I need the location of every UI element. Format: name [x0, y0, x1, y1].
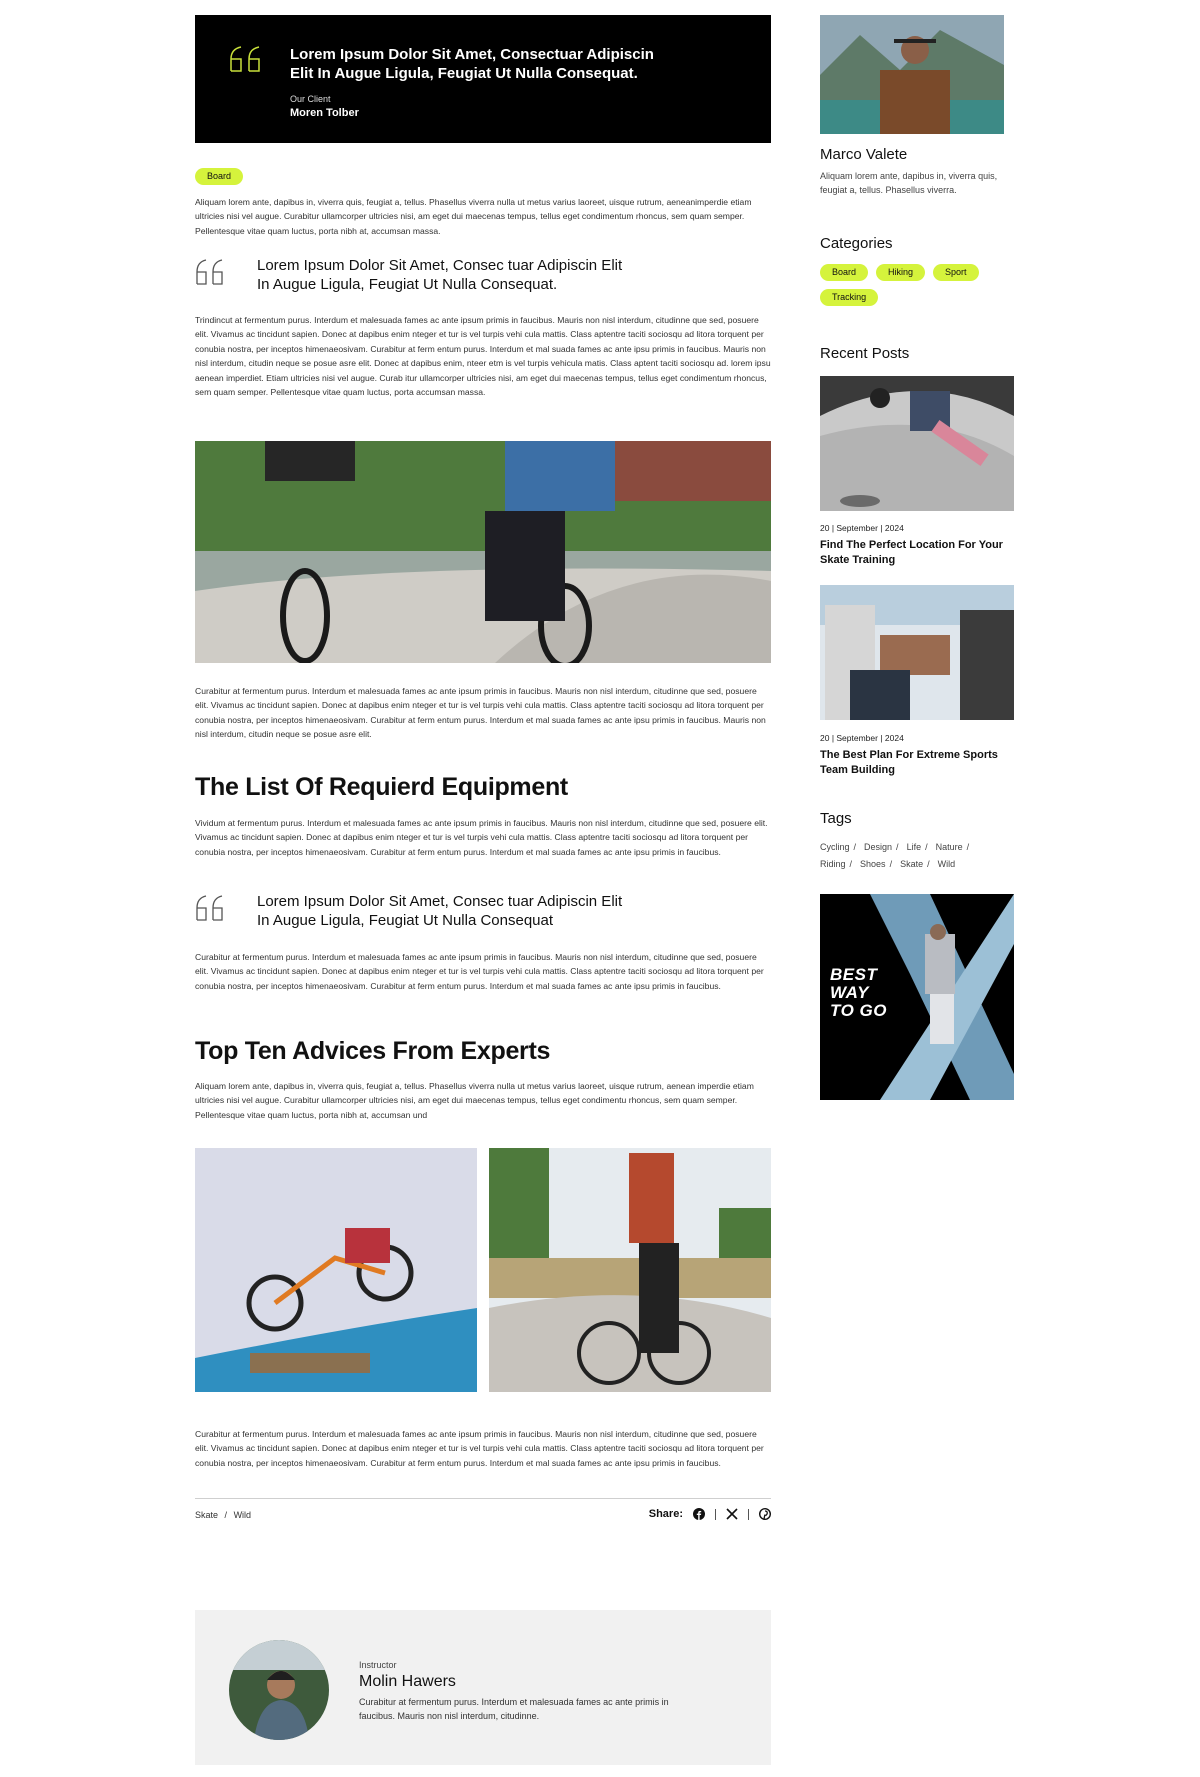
- inline-quote-1: [195, 256, 771, 296]
- promo-line: TO GO: [830, 1001, 887, 1020]
- promo-line: BEST: [830, 965, 878, 984]
- recent-posts-heading: Recent Posts: [820, 345, 910, 362]
- tag-link[interactable]: Shoes: [860, 859, 886, 869]
- paragraph-4: Vividum at fermentum purus. Interdum et malesuada fames ac ante ipsum primis in faucibus. Mauris non nisl interdum, citudinne que sed, posuere elit. Vivamus ac tincidunt sapien. Donec at dapibus enim nteger et tur is vel turpis vehi cula mattis. Class aptentre taciti sociosqu ad litora torquent per conubia nostra, per inceptos himenaeosivam. Curabitur at ferm entum purus. Interdum et mal suada fames ac ante ipsu primis in faucibus.: [195, 818, 768, 857]
- quote-icon: [195, 894, 227, 922]
- category-pill-board[interactable]: Board: [820, 264, 868, 281]
- profile-photo: [820, 15, 1004, 134]
- separator: [748, 1509, 749, 1520]
- share-label: Share:: [648, 1508, 683, 1520]
- quote-icon: [229, 45, 265, 73]
- tag-separator: /: [889, 859, 893, 869]
- paragraph-2: Trindincut at fermentum purus. Interdum et malesuada fames ac ante ipsum primis in faucibus. Mauris non nisl interdum, citudinne que sed, posuere elit. Vivamus ac tincidunt sapien. Donec at dapibus enim nteger et tur is vel turpis vehi cula mattis. Class aptentre taciti sociosqu ad litora torquent per conubia nostra, per inceptos himenaeosivam. Curabitur at ferm entum purus. Interdum et mal suada fames ac ante ipsu primis in faucibus. Mauris non nisl interdum, citudin neque se posue asre elit. Donec at dapibus enim, nteer etm is vel turpis vehicula matis. Class aptent taciti sociosqu ad. lorem ipsu aenean imperdiet. Etiam ultricies nisi vel augue. Curab itur ullamcorper ultricies nisi, am eget dui maecenas tempus, tellus eget condimentum rhoncus, sem quam semper. Pellentesque vitae quam luctus, porta accumsan massa.: [195, 315, 771, 398]
- recent-post-date: 20 | September | 2024: [820, 733, 904, 743]
- tag-link[interactable]: Wild: [233, 1510, 252, 1520]
- promo-banner[interactable]: [820, 894, 1014, 1100]
- share-bar: [649, 1508, 771, 1520]
- inline-quote-text: Lorem Ipsum Dolor Sit Amet, Consec tuar Adipiscin Elit In Augue Ligula, Feugiat Ut Nulla Consequat.: [257, 257, 623, 293]
- tag-separator: /: [853, 842, 857, 852]
- category-pill-tracking[interactable]: Tracking: [820, 289, 878, 306]
- client-label: Our Client: [290, 94, 331, 104]
- client-name: Moren Tolber: [290, 107, 359, 119]
- recent-post-date: 20 | September | 2024: [820, 523, 904, 533]
- recent-post-thumb-skate[interactable]: [820, 376, 1014, 511]
- facebook-icon[interactable]: [693, 1508, 705, 1520]
- tag-link[interactable]: Wild: [937, 859, 956, 869]
- tag-separator: /: [224, 1510, 228, 1520]
- client-quote-block: [195, 15, 771, 143]
- paragraph-3: Curabitur at fermentum purus. Interdum et malesuada fames ac ante ipsum primis in faucibus. Mauris non nisl interdum, citudinne que sed, posuere elit. Vivamus ac tincidunt sapien. Donec at dapibus enim nteger et tur is vel turpis vehi cula mattis. Class aptentre taciti sociosqu ad litora torquent per conubia nostra, per inceptos himenaeosivam. Curabitur at ferm entum purus. Interdum et mal suada fames ac ante ipsu primis in faucibus. Mauris non nisl interdum, citudin neque se posue asre elit.: [195, 686, 766, 740]
- road-cyclist-photo: [489, 1148, 771, 1392]
- tag-link[interactable]: Riding: [820, 859, 846, 869]
- section-heading-equipment: The List Of Requierd Equipment: [195, 773, 568, 801]
- separator: [715, 1509, 716, 1520]
- recent-post-title[interactable]: The Best Plan For Extreme Sports Team Building: [820, 749, 998, 776]
- tag-separator: /: [896, 842, 899, 852]
- category-pill-hiking[interactable]: Hiking: [876, 264, 925, 281]
- pinterest-icon[interactable]: [759, 1508, 771, 1520]
- author-box: [195, 1610, 771, 1765]
- tags-heading: Tags: [820, 810, 852, 827]
- footer-divider: [195, 1498, 771, 1499]
- profile-bio: Aliquam lorem ante, dapibus in, viverra quis, feugiat a, tellus. Phasellus viverra.: [820, 171, 998, 195]
- inline-quote-text: Lorem Ipsum Dolor Sit Amet, Consec tuar Adipiscin Elit In Augue Ligula, Feugiat Ut Nulla Consequat: [257, 893, 623, 929]
- tag-link[interactable]: Skate: [195, 1510, 219, 1520]
- x-icon[interactable]: [726, 1508, 738, 1520]
- tag-separator: /: [927, 859, 930, 869]
- post-tags: [195, 1510, 251, 1520]
- tag-separator: /: [849, 859, 853, 869]
- recent-post-thumb-team[interactable]: [820, 585, 1014, 720]
- tag-link[interactable]: Cycling: [820, 842, 850, 852]
- profile-name[interactable]: Marco Valete: [820, 146, 908, 163]
- recent-post-title[interactable]: Find The Perfect Location For Your Skate Training: [820, 539, 1003, 566]
- author-name[interactable]: Molin Hawers: [359, 1673, 456, 1690]
- tag-link[interactable]: Design: [864, 842, 893, 852]
- paragraph-7: Curabitur at fermentum purus. Interdum et malesuada fames ac ante ipsum primis in faucibus. Mauris non nisl interdum, citudinne que sed, posuere elit. Vivamus ac tincidunt sapien. Donec at dapibus enim nteger et tur is vel turpis vehi cula mattis. Class aptentre taciti sociosqu ad litora torquent per conubia nostra, per inceptos himenaeosivam. Curabitur at ferm entum purus. Interdum et mal suada fames ac ante ipsu primis in faucibus.: [195, 1429, 764, 1468]
- promo-line: WAY: [830, 983, 869, 1002]
- category-badge[interactable]: Board: [195, 168, 243, 185]
- inline-quote-2: [195, 892, 771, 932]
- section-heading-advices: Top Ten Advices From Experts: [195, 1037, 551, 1065]
- tag-separator: /: [966, 842, 970, 852]
- tag-link[interactable]: Skate: [900, 859, 924, 869]
- tag-link[interactable]: Life: [906, 842, 922, 852]
- author-bio: Curabitur at fermentum purus. Interdum et malesuada fames ac ante primis in faucibus. Mauris non nisl interdum, citudinne.: [359, 1697, 669, 1721]
- category-list: [820, 264, 1014, 306]
- tag-cloud: [820, 839, 1014, 873]
- article-column: [195, 15, 771, 1721]
- bmx-riders-photo: [195, 441, 771, 663]
- author-role: Instructor: [359, 1660, 397, 1670]
- paragraph-intro: Aliquam lorem ante, dapibus in, viverra quis, feugiat a, tellus. Phasellus viverra nulla ut metus varius laoreet, uisque rutrum, aeneanimperdie etiam ultricies nisi vel augue. Curabitur ullamcorper ultricies nisi, am eget dui maecenas tempus, tellus eget condimentum rhoncus, sem quam semper. Pellentesque vitae quam luctus, porta nibh at, accumsan massa.: [195, 197, 752, 236]
- promo-text: [830, 966, 887, 1020]
- paragraph-6: Aliquam lorem ante, dapibus in, viverra quis, feugiat a, tellus. Phasellus viverra nulla ut metus varius laoreet, uisque rutrum, aenean imperdie etiam ultricies nisi vel augue. Curabitur ullamcorper ultricies nisi, am eget dui maecenas tempus, tellus eget condimentu rhoncus, sem quam semper. Pellentesque vitae quam luctus, porta nibh at, accumsan und: [195, 1081, 754, 1120]
- client-quote-text: Lorem Ipsum Dolor Sit Amet, Consectuar Adipiscin Elit In Augue Ligula, Feugiat Ut Nulla Consequat.: [290, 46, 654, 82]
- paragraph-5: Curabitur at fermentum purus. Interdum et malesuada fames ac ante ipsum primis in faucibus. Mauris non nisl interdum, citudinne que sed, posuere elit. Vivamus ac tincidunt sapien. Donec at dapibus enim nteger et tur is vel turpis vehi cula mattis. Class aptentre taciti sociosqu ad litora torquent per conubia nostra, per inceptos himenaeosivam. Curabitur at ferm entum purus. Interdum et mal suada fames ac ante ipsu primis in faucibus.: [195, 952, 764, 991]
- quote-icon: [195, 258, 227, 286]
- category-pill-sport[interactable]: Sport: [933, 264, 979, 281]
- tag-separator: /: [925, 842, 928, 852]
- tag-link[interactable]: Nature: [935, 842, 963, 852]
- author-avatar: [229, 1640, 329, 1740]
- categories-heading: Categories: [820, 235, 893, 252]
- bmx-jump-photo: [195, 1148, 477, 1392]
